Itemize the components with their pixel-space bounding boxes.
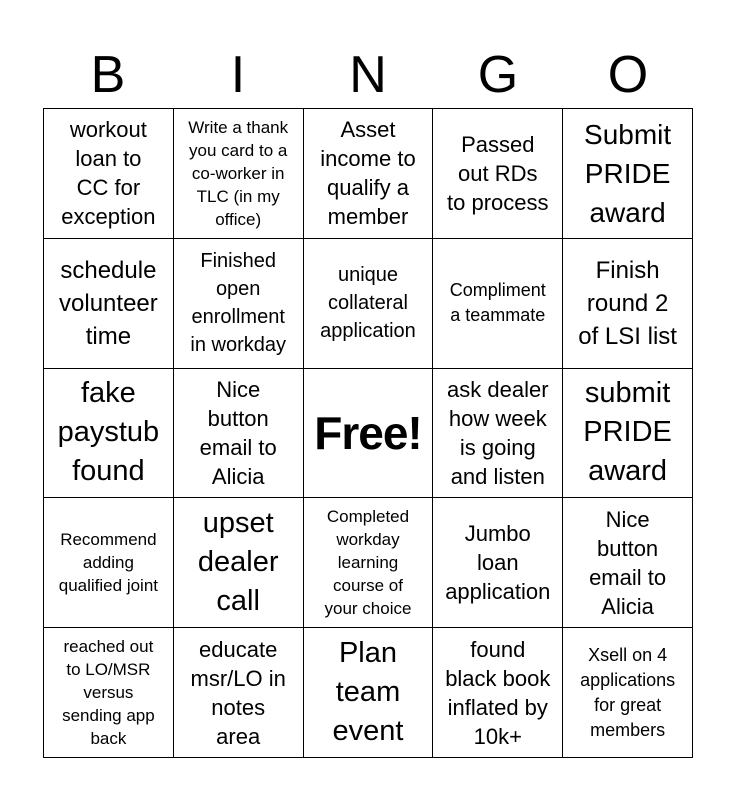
bingo-cell-r5-c5[interactable] — [563, 628, 693, 758]
header-letter-g: G — [477, 46, 519, 104]
cell-text: Plan team event — [332, 637, 404, 748]
bingo-cell-r1-c5[interactable] — [563, 109, 693, 239]
cell-text: Recommend adding qualified joint — [58, 530, 159, 596]
cell-text: upset dealer call — [197, 507, 279, 618]
bingo-cell-r4-c5[interactable] — [563, 498, 693, 628]
cell-text: Submit PRIDE award — [584, 118, 672, 228]
cell-text: ask dealer how week is going and listen — [447, 376, 549, 489]
bingo-cell-r3-c2[interactable] — [174, 369, 304, 499]
free-space-label: Free! — [314, 406, 422, 459]
header-letter-o: O — [607, 46, 649, 104]
bingo-cell-r4-c1[interactable] — [44, 498, 174, 628]
bingo-cell-r5-c3[interactable] — [304, 628, 434, 758]
bingo-cell-r5-c2[interactable] — [174, 628, 304, 758]
cell-text: Completed workday learning course of your choice — [324, 507, 412, 619]
header-letter-b: B — [90, 46, 126, 104]
bingo-cell-r1-c3[interactable] — [304, 109, 434, 239]
cell-text: schedule volunteer time — [59, 256, 158, 350]
bingo-cell-r4-c4[interactable] — [433, 498, 563, 628]
bingo-cell-r5-c1[interactable] — [44, 628, 174, 758]
cell-text: Nice button email to Alicia — [199, 376, 277, 489]
bingo-cell-r3-c4[interactable] — [433, 369, 563, 499]
cell-text: workout loan to CC for exception — [61, 117, 156, 230]
cell-text: Jumbo loan application — [445, 521, 551, 605]
cell-text: found black book inflated by 10k+ — [445, 636, 551, 749]
bingo-cell-r4-c2[interactable] — [174, 498, 304, 628]
bingo-cell-r1-c2[interactable] — [174, 109, 304, 239]
bingo-cell-r2-c4[interactable] — [433, 239, 563, 369]
bingo-cell-r1-c4[interactable] — [433, 109, 563, 239]
bingo-cell-free[interactable] — [304, 369, 434, 499]
bingo-card — [43, 108, 693, 758]
cell-text: Asset income to qualify a member — [320, 117, 416, 230]
bingo-cell-r1-c1[interactable] — [44, 109, 174, 239]
cell-text: unique collateral application — [320, 264, 416, 343]
bingo-cell-r5-c4[interactable] — [433, 628, 563, 758]
bingo-cell-r2-c5[interactable] — [563, 239, 693, 369]
cell-text: Passed out RDs to process — [447, 131, 549, 215]
cell-text: Nice button email to Alicia — [589, 506, 667, 619]
cell-text: Xsell on 4 applications for great members — [580, 644, 676, 740]
header-letter-n: N — [349, 46, 387, 104]
cell-text: reached out to LO/MSR versus sending app back — [62, 637, 155, 749]
cell-text: submit PRIDE award — [583, 377, 672, 488]
header-letter-i: I — [230, 46, 246, 104]
bingo-cell-r3-c5[interactable] — [563, 369, 693, 499]
bingo-cell-r2-c1[interactable] — [44, 239, 174, 369]
cell-text: Finish round 2 of LSI list — [578, 256, 677, 350]
cell-text: fake paystub found — [57, 377, 160, 488]
bingo-cell-r2-c3[interactable] — [304, 239, 434, 369]
bingo-header — [43, 42, 693, 108]
cell-text: Write a thank you card to a co-worker in TLC (in my office) — [188, 117, 289, 229]
cell-text: educate msr/LO in notes area — [190, 636, 286, 749]
cell-text: Compliment a teammate — [449, 280, 546, 326]
bingo-cell-r2-c2[interactable] — [174, 239, 304, 369]
bingo-cell-r4-c3[interactable] — [304, 498, 434, 628]
cell-text: Finished open enrollment in workday — [190, 250, 286, 357]
bingo-cell-r3-c1[interactable] — [44, 369, 174, 499]
